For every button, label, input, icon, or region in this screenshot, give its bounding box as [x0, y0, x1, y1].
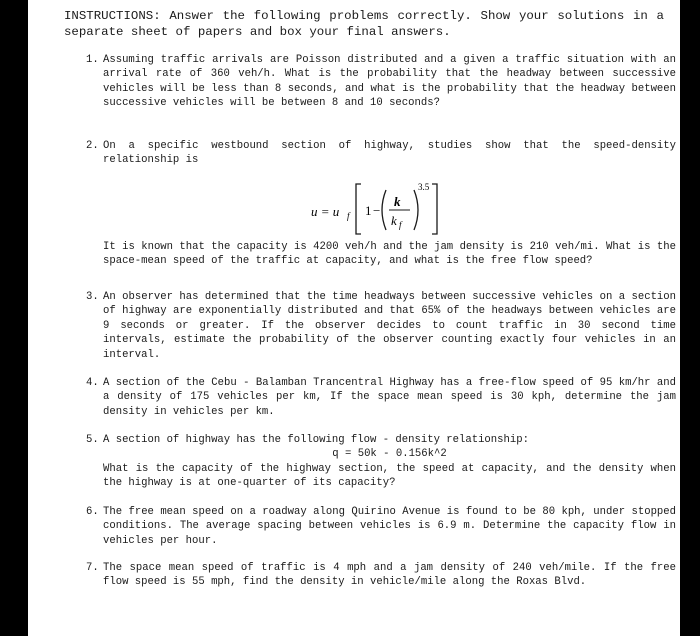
problem-text-continued: What is the capacity of the highway section, the speed at capacity, and the density when the highway is at one-quarter of its capacity?	[103, 462, 676, 490]
problem-text: The free mean speed on a roadway along Quirino Avenue is found to be 80 kph, under stopped conditions. The average spacing between vehicles is 6.9 m. Determine the capacity flow in vehicles per hour.	[103, 506, 676, 547]
left-paren	[382, 190, 386, 230]
problem-number: 7.	[86, 562, 99, 574]
problem-text: A section of the Cebu - Balamban Trancentral Highway has a free-flow speed of 95 km/hr and a density of 175 vehicles per km, If the space mean speed is 30 kph, determine the jam density in vehicles per km.	[103, 377, 676, 418]
formula-lhs: u = u	[311, 203, 340, 219]
problem-number: 1.	[86, 54, 99, 66]
formula-kf-sub: f	[399, 219, 402, 230]
left-bracket	[356, 184, 361, 234]
problem-number: 4.	[86, 377, 99, 389]
problem-text: On a specific westbound section of highway, studies show that the speed-density relationship is	[103, 140, 676, 167]
formula-lhs-sub: f	[347, 210, 350, 221]
problem-number: 5.	[86, 434, 99, 446]
formula-k: k	[394, 193, 401, 209]
instructions-text: INSTRUCTIONS: Answer the following problems correctly. Show your solutions in a separate sheet of papers and box your final answers.	[64, 9, 664, 39]
right-paren	[414, 190, 418, 230]
problem-text: The space mean speed of traffic is 4 mph and a jam density of 240 veh/mile. If the free flow speed is 55 mph, find the density in vehicle/mile along the Roxas Blvd.	[103, 562, 676, 589]
problem-5	[86, 433, 676, 491]
problem-text: Assuming traffic arrivals are Poisson distributed and a given a traffic situation with an arrival rate of 360 veh/h. What is the probability that the headway between successive vehicles will be less than 8 seconds, and what is the probability that the headway between successive vehicles will be between 8 and 10 seconds?	[103, 54, 676, 110]
problem-text: A section of highway has the following flow - density relationship:	[103, 434, 529, 446]
worksheet-page	[28, 0, 680, 636]
problem-text-continued: It is known that the capacity is 4200 veh/h and the jam density is 210 veh/mi. What is the space-mean speed of the traffic at capacity, and what is the free flow speed?	[103, 240, 676, 268]
flow-density-equation: q = 50k - 0.156k^2	[332, 448, 447, 461]
formula-minus: −	[373, 202, 381, 218]
problem-number: 6.	[86, 506, 99, 518]
problem-2	[86, 139, 676, 269]
right-bracket	[432, 184, 437, 234]
problem-number: 3.	[86, 291, 99, 303]
formula-graphic	[103, 174, 676, 236]
problem-4	[86, 376, 676, 419]
problem-7	[86, 561, 676, 590]
speed-density-formula	[103, 174, 676, 236]
formula-exponent: 3.5	[418, 181, 430, 192]
problem-text: An observer has determined that the time headways between successive vehicles on a section of highway are exponentially distributed and that 65% of the headways between vehicles are 9 seconds or greater. If the observer decides to count traffic in 30 second time intervals, estimate the probability of the observer counting exactly four vehicles in an interval.	[103, 291, 676, 361]
problem-number: 2.	[86, 140, 99, 152]
formula-one: 1	[365, 202, 372, 218]
problem-3	[86, 290, 676, 362]
problem-1	[86, 53, 676, 111]
formula-kf: k	[391, 212, 397, 228]
problem-6	[86, 505, 676, 548]
